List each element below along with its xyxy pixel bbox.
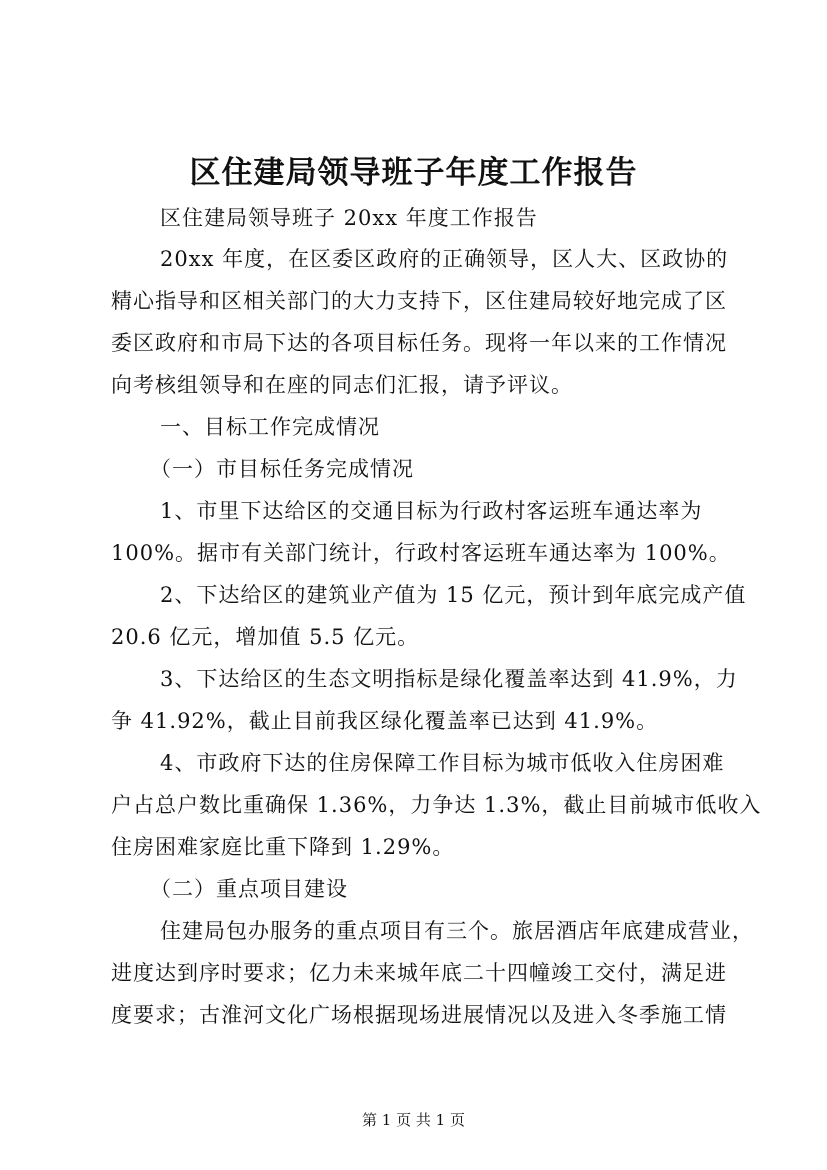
body-line: 4、市政府下达的住房保障工作目标为城市低收入住房困难 (160, 751, 725, 775)
body-line: 2、下达给区的建筑业产值为 15 亿元，预计到年底完成产值 (160, 583, 747, 607)
body-line: 度要求；古淮河文化广场根据现场进展情况以及进入冬季施工情 (111, 1003, 727, 1027)
body-line: 进度达到序时要求；亿力未来城年底二十四幢竣工交付，满足进 (111, 961, 727, 985)
page-number-footer: 第 1 页 共 1 页 (362, 1111, 465, 1129)
body-line: 20xx 年度，在区委区政府的正确领导，区人大、区政协的 (160, 247, 729, 271)
subsection-heading: （二）重点项目建设 (150, 877, 348, 901)
body-line: 向考核组领导和在座的同志们汇报，请予评议。 (111, 373, 573, 397)
subsection-heading: （一）市目标任务完成情况 (150, 457, 414, 481)
section-heading: 一、目标工作完成情况 (160, 415, 380, 439)
body-line: 3、下达给区的生态文明指标是绿化覆盖率达到 41.9%，力 (160, 667, 738, 691)
body-line: 区住建局领导班子 20xx 年度工作报告 (160, 206, 538, 230)
body-line: 住建局包办服务的重点项目有三个。旅居酒店年底建成营业， (160, 919, 754, 943)
body-line: 争 41.92%，截止目前我区绿化覆盖率已达到 41.9%。 (111, 709, 659, 733)
body-line: 精心指导和区相关部门的大力支持下，区住建局较好地完成了区 (111, 289, 727, 313)
document-title: 区住建局领导班子年度工作报告 (189, 155, 638, 191)
body-line: 20.6 亿元，增加值 5.5 亿元。 (111, 625, 420, 649)
body-line: 住房困难家庭比重下降到 1.29%。 (111, 835, 455, 859)
body-line: 委区政府和市局下达的各项目标任务。现将一年以来的工作情况 (111, 331, 727, 355)
body-line: 户占总户数比重确保 1.36%，力争达 1.3%，截止目前城市低收入 (111, 793, 762, 817)
body-line: 1、市里下达给区的交通目标为行政村客运班车通达率为 (160, 499, 703, 523)
body-line: 100%。据市有关部门统计，行政村客运班车通达率为 100%。 (111, 541, 731, 565)
